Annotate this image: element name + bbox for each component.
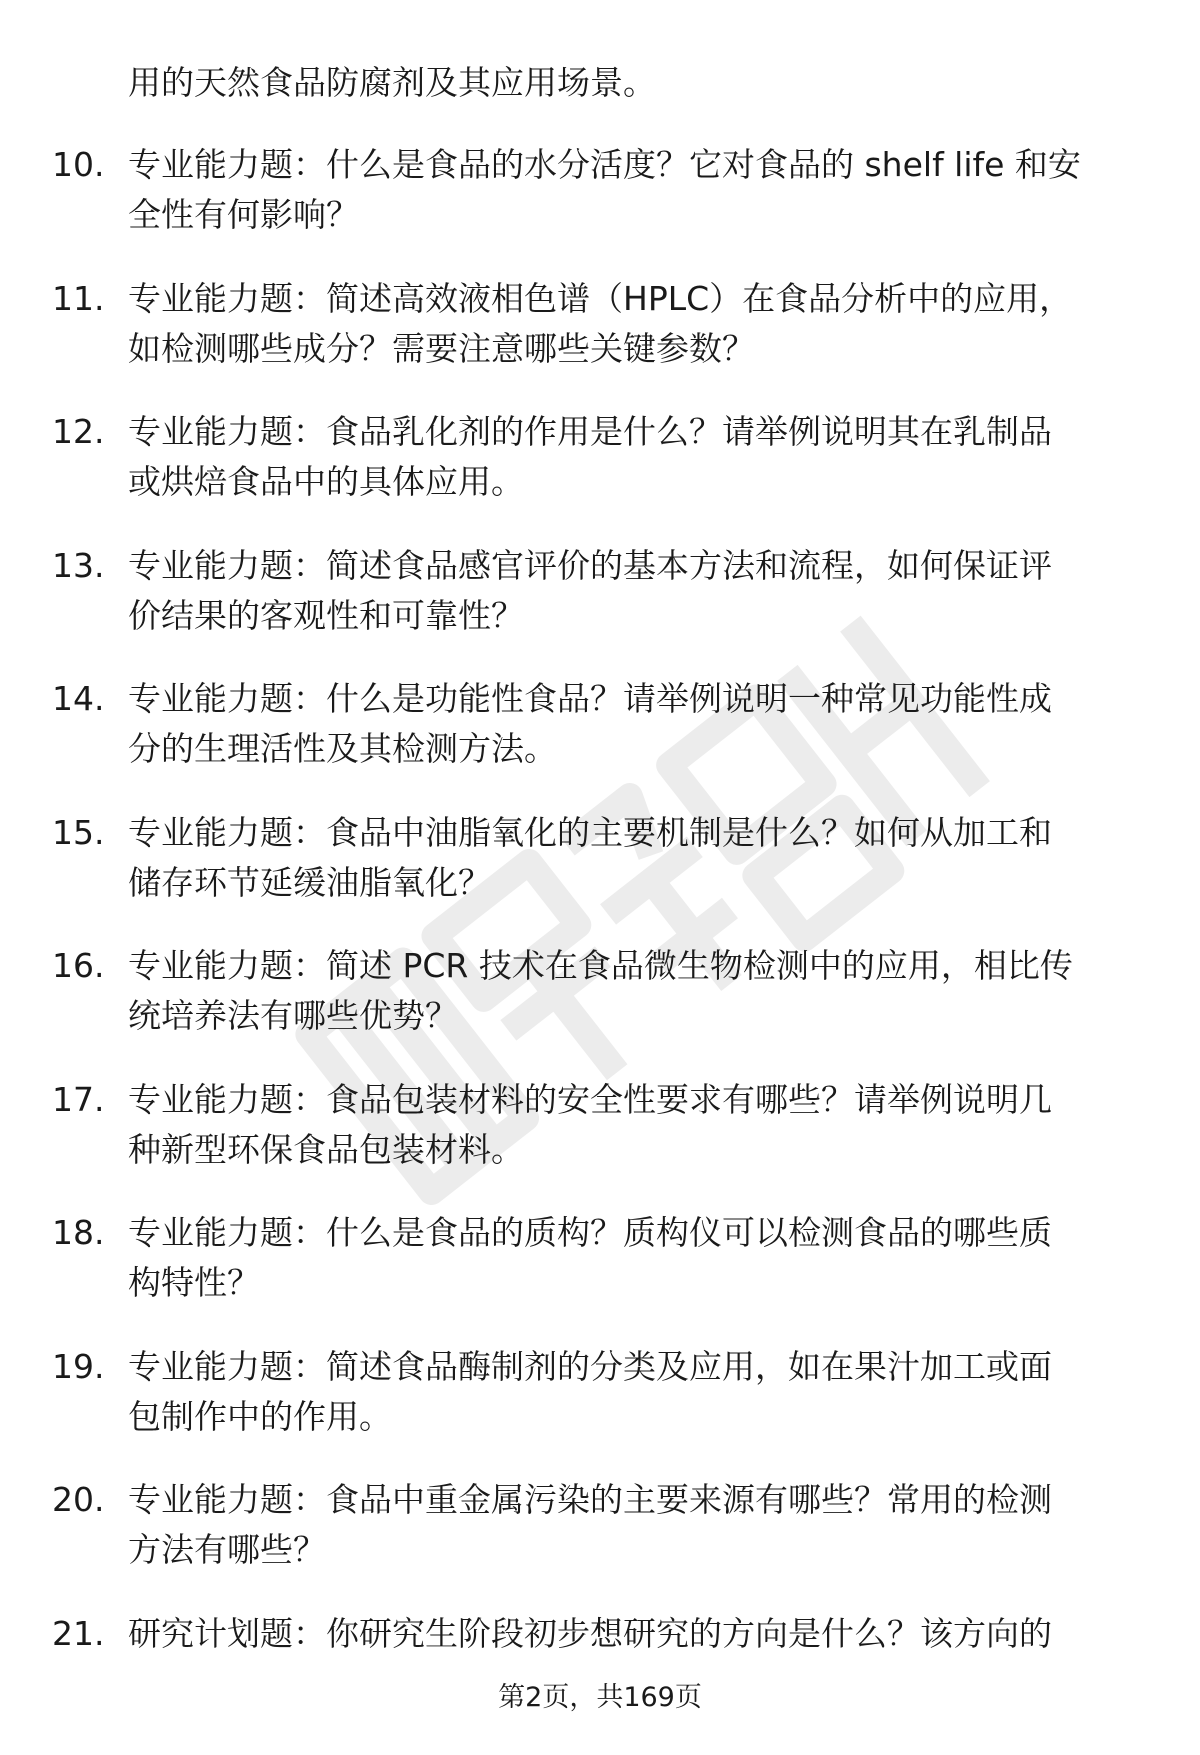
question-number: 21.	[52, 1613, 105, 1653]
question-text-line: 专业能力题：食品中重金属污染的主要来源有哪些？常用的检测	[128, 1480, 1052, 1519]
question-text	[128, 541, 1168, 641]
question-text	[128, 1609, 1168, 1659]
question-text-line: 专业能力题：食品乳化剂的作用是什么？请举例说明其在乳制品	[128, 412, 1052, 451]
page-footer: 第2页，共169页	[498, 1682, 702, 1713]
question-text-line: 专业能力题：什么是食品的水分活度？它对食品的 shelf life 和安	[128, 145, 1081, 184]
question-text-line: 种新型环保食品包装材料。	[128, 1129, 524, 1169]
question-item	[0, 407, 1200, 541]
question-text	[128, 1342, 1168, 1442]
question-text-line: 统培养法有哪些优势？	[128, 996, 458, 1035]
question-text-line: 方法有哪些？	[128, 1530, 326, 1569]
question-text	[128, 274, 1168, 374]
question-list	[0, 140, 1200, 1742]
question-text-line: 如检测哪些成分？需要注意哪些关键参数？	[128, 328, 755, 368]
question-number: 17.	[52, 1079, 105, 1119]
question-text-line: 专业能力题：简述食品感官评价的基本方法和流程，如何保证评	[128, 545, 1052, 585]
question-item	[0, 1609, 1200, 1743]
question-text-line: 专业能力题：什么是功能性食品？请举例说明一种常见功能性成	[128, 679, 1052, 718]
question-text-line: 或烘焙食品中的具体应用。	[128, 462, 524, 501]
question-number: 19.	[52, 1346, 105, 1386]
question-item	[0, 1075, 1200, 1209]
question-text-line: 专业能力题：食品包装材料的安全性要求有哪些？请举例说明几	[128, 1079, 1052, 1119]
question-number: 12.	[52, 412, 105, 451]
question-item	[0, 1342, 1200, 1476]
question-text-line: 专业能力题：简述高效液相色谱（HPLC）在食品分析中的应用，	[128, 278, 1073, 318]
question-item	[0, 674, 1200, 808]
question-text-line: 分的生理活性及其检测方法。	[128, 729, 557, 768]
question-text-line: 包制作中的作用。	[128, 1396, 392, 1436]
question-text	[128, 1075, 1168, 1175]
question-text	[128, 808, 1168, 908]
question-number: 10.	[52, 145, 105, 184]
question-number: 18.	[52, 1213, 105, 1252]
question-item	[0, 140, 1200, 274]
question-number: 13.	[52, 545, 105, 585]
question-text	[128, 674, 1168, 774]
question-item	[0, 1475, 1200, 1609]
question-item	[0, 941, 1200, 1075]
question-text	[128, 941, 1168, 1041]
question-text	[128, 140, 1168, 240]
question-text-line: 专业能力题：简述食品酶制剂的分类及应用，如在果汁加工或面	[128, 1346, 1052, 1386]
question-text-line: 全性有何影响？	[128, 195, 359, 234]
question-number: 15.	[52, 812, 105, 852]
question-item	[0, 541, 1200, 675]
question-text	[128, 1208, 1168, 1308]
continuation-text: 用的天然食品防腐剂及其应用场景。	[128, 63, 656, 102]
question-text-line: 专业能力题：食品中油脂氧化的主要机制是什么？如何从加工和	[128, 812, 1052, 852]
question-number: 11.	[52, 278, 105, 318]
question-number: 20.	[52, 1480, 105, 1519]
question-item	[0, 274, 1200, 408]
question-text-line: 专业能力题：什么是食品的质构？质构仪可以检测食品的哪些质	[128, 1213, 1052, 1252]
question-text	[128, 407, 1168, 507]
question-item	[0, 1208, 1200, 1342]
question-text	[128, 1475, 1168, 1575]
question-text-line: 研究计划题：你研究生阶段初步想研究的方向是什么？该方向的	[128, 1613, 1052, 1653]
question-text-line: 储存环节延缓油脂氧化？	[128, 862, 491, 902]
question-item	[0, 808, 1200, 942]
question-number: 16.	[52, 946, 105, 985]
question-text-line: 专业能力题：简述 PCR 技术在食品微生物检测中的应用，相比传	[128, 946, 1073, 985]
question-number: 14.	[52, 679, 105, 718]
question-text-line: 价结果的客观性和可靠性？	[128, 595, 524, 635]
question-text-line: 构特性？	[128, 1263, 260, 1302]
